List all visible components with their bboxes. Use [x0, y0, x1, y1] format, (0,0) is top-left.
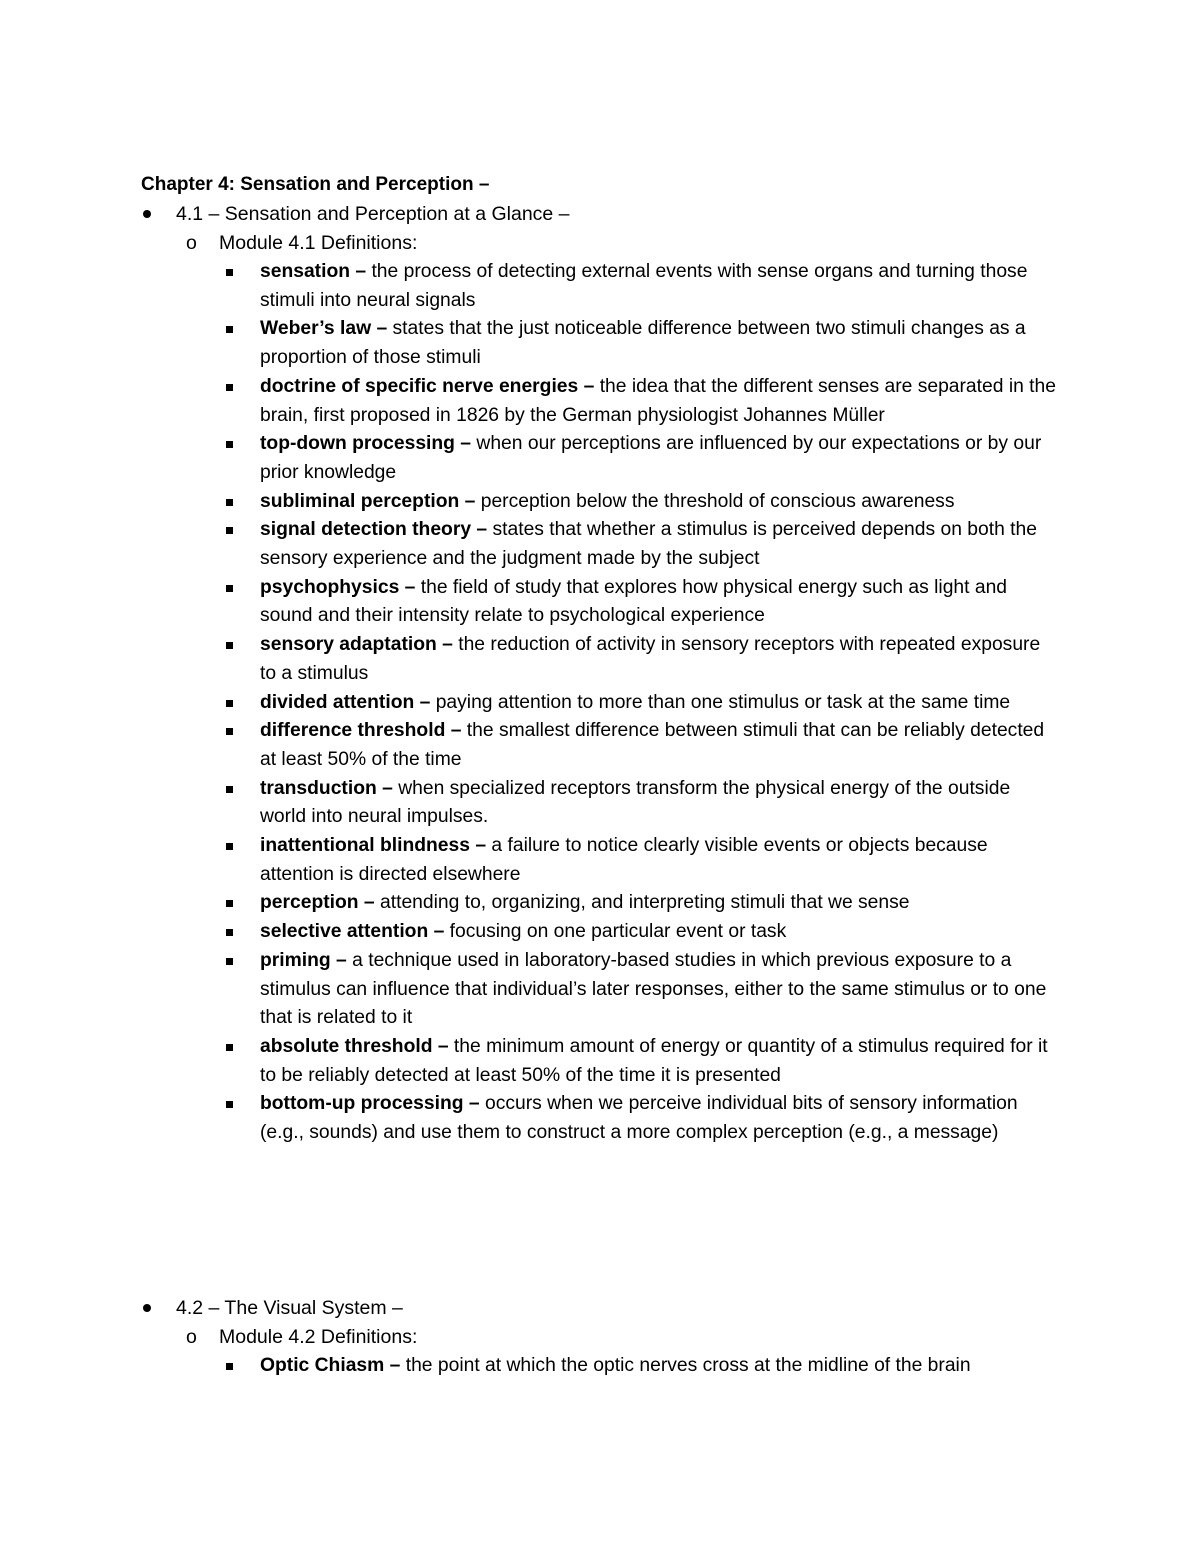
definition-item — [0, 631, 1060, 688]
definition-text: the point at which the optic nerves cross at the midline of the brain — [400, 1355, 971, 1376]
definition-item — [0, 689, 1060, 718]
definition-text: the field of study that explores how physical energy such as light and sound and their intensity relate to psychological experience — [260, 576, 1008, 627]
definition-term: perception – — [260, 892, 375, 914]
definition-text: the process of detecting external events with sense organs and turning those stimuli into neural signals — [260, 261, 1028, 311]
square-bullet-icon — [226, 326, 233, 333]
square-bullet-icon — [226, 527, 233, 534]
definition-item — [0, 258, 1060, 315]
definition-item — [0, 315, 1060, 372]
section-heading: 4.1 – Sensation and Perception at a Glance – — [176, 203, 570, 225]
definition-term: doctrine of specific nerve energies – — [260, 375, 595, 397]
square-bullet-icon — [226, 384, 233, 391]
definition-item — [0, 1090, 1060, 1147]
definition-item — [0, 574, 1060, 631]
module-heading-line — [0, 229, 1200, 258]
definition-text: a failure to notice clearly visible events or objects because attention is directed elsewhere — [260, 835, 988, 885]
definition-list — [0, 1352, 1200, 1381]
definition-text: the smallest difference between stimuli that can be reliably detected at least 50% of the time — [260, 720, 1045, 770]
definition-term: absolute threshold – — [260, 1035, 449, 1057]
definition-term: signal detection theory – — [260, 519, 488, 541]
section-4-2 — [0, 1294, 1200, 1381]
square-bullet-icon — [226, 786, 233, 793]
definition-item — [0, 832, 1060, 889]
module-heading: Module 4.1 Definitions: — [219, 232, 418, 254]
square-bullet-icon — [226, 1363, 233, 1370]
module-heading: Module 4.2 Definitions: — [219, 1326, 418, 1348]
definition-item — [0, 516, 1060, 573]
square-bullet-icon — [226, 1101, 233, 1108]
definition-term: difference threshold – — [260, 720, 462, 742]
definition-list — [0, 258, 1200, 1148]
definition-text: when our perceptions are influenced by our expectations or by our prior knowledge — [260, 433, 1042, 483]
definition-term: priming – — [260, 949, 347, 971]
definition-item — [0, 373, 1060, 430]
definition-term: bottom-up processing – — [260, 1093, 480, 1115]
definition-text: the reduction of activity in sensory receptors with repeated exposure to a stimulus — [260, 634, 1041, 684]
definition-text: a technique used in laboratory-based studies in which previous exposure to a stimulus can influence that individual’s later responses, either to the same stimulus or to one that is related to it — [260, 949, 1047, 1029]
chapter-title: Chapter 4: Sensation and Perception – — [141, 174, 490, 195]
definition-item — [0, 918, 1060, 947]
hollow-circle-bullet-icon: o — [186, 1326, 197, 1348]
definition-text: attending to, organizing, and interpreting stimuli that we sense — [374, 892, 910, 914]
module-heading-line — [0, 1323, 1200, 1352]
square-bullet-icon — [226, 269, 233, 276]
definition-term: inattentional blindness – — [260, 835, 487, 857]
square-bullet-icon — [226, 1044, 233, 1051]
definition-term: Optic Chiasm – — [260, 1355, 401, 1376]
definition-text: the minimum amount of energy or quantity of a stimulus required for it to be reliably detected at least 50% of the time it is presented — [260, 1035, 1048, 1086]
definition-text: the idea that the different senses are separated in the brain, first proposed in 1826 by the German physiologist Johannes Müller — [260, 375, 1056, 426]
square-bullet-icon — [226, 929, 233, 936]
hollow-circle-bullet-icon: o — [186, 232, 197, 254]
definition-text: states that the just noticeable difference between two stimuli changes as a proportion of those stimuli — [260, 318, 1026, 369]
section-4-1 — [0, 200, 1200, 1148]
definition-term: divided attention – — [260, 691, 431, 713]
definition-text: perception below the threshold of conscious awareness — [475, 490, 955, 512]
square-bullet-icon — [226, 843, 233, 850]
square-bullet-icon — [226, 585, 233, 592]
section-heading: 4.2 – The Visual System – — [176, 1297, 403, 1319]
definition-term: sensation – — [260, 261, 367, 282]
filled-circle-bullet-icon — [143, 210, 151, 218]
square-bullet-icon — [226, 441, 233, 448]
definition-text: when specialized receptors transform the physical energy of the outside world into neural impulses. — [260, 777, 1011, 828]
definition-text: states that whether a stimulus is perceived depends on both the sensory experience and the judgment made by the subject — [260, 519, 1037, 570]
definition-item — [0, 488, 1060, 517]
definition-text: occurs when we perceive individual bits of sensory information (e.g., sounds) and use them to construct a more complex perception (e.g., a message) — [260, 1093, 1018, 1144]
section-heading-line — [0, 1294, 1200, 1323]
definition-item — [0, 775, 1060, 832]
definition-item — [0, 1033, 1060, 1090]
definition-term: transduction – — [260, 777, 393, 799]
square-bullet-icon — [226, 700, 233, 707]
definition-term: sensory adaptation – — [260, 634, 453, 656]
definition-item — [0, 947, 1060, 1033]
definition-item — [0, 430, 1060, 487]
definition-term: subliminal perception – — [260, 490, 476, 512]
definition-term: Weber’s law – — [260, 318, 388, 340]
filled-circle-bullet-icon — [143, 1304, 151, 1312]
definition-term: psychophysics – — [260, 576, 416, 598]
definition-term: selective attention – — [260, 921, 445, 943]
definition-item — [0, 717, 1060, 774]
square-bullet-icon — [226, 642, 233, 649]
square-bullet-icon — [226, 900, 233, 907]
square-bullet-icon — [226, 958, 233, 965]
definition-item — [0, 889, 1060, 918]
definition-text: paying attention to more than one stimulus or task at the same time — [430, 691, 1011, 713]
section-heading-line — [0, 200, 1200, 229]
square-bullet-icon — [226, 499, 233, 506]
square-bullet-icon — [226, 728, 233, 735]
definition-term: top-down processing – — [260, 433, 472, 455]
definition-item — [0, 1352, 1060, 1381]
definition-text: focusing on one particular event or task — [444, 921, 787, 943]
